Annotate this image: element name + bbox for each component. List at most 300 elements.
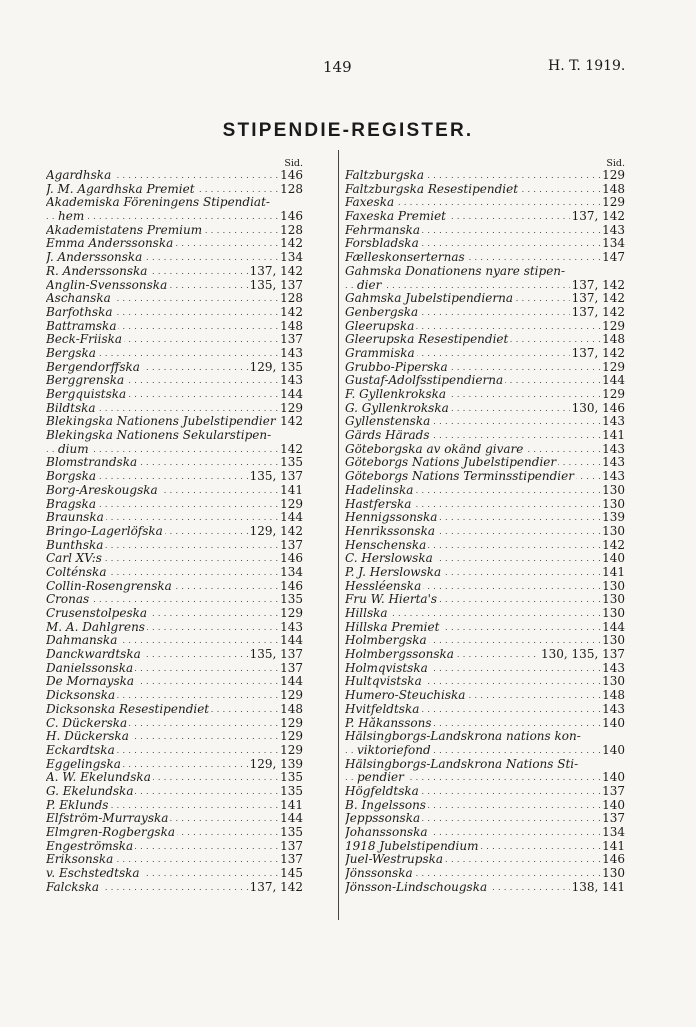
- entry-name: P. J. Herslowska: [345, 565, 442, 579]
- index-entry: [345, 320, 625, 334]
- entry-name: Carl XV:s: [46, 552, 102, 566]
- index-entry: [46, 634, 303, 648]
- entry-page-numbers: 142: [280, 305, 303, 319]
- entry-name: Fru W. Hierta's: [345, 593, 438, 607]
- index-entry: [345, 402, 625, 416]
- index-entry: [345, 812, 625, 826]
- index-entry: [46, 744, 303, 758]
- entry-page-numbers: 129, 142: [249, 524, 303, 538]
- index-entry: [46, 621, 303, 635]
- entry-name: Colténska: [46, 565, 107, 579]
- entry-page-numbers: 140: [602, 552, 625, 566]
- entry-page-numbers: 141: [280, 483, 303, 497]
- entry-page-numbers: 137: [280, 333, 303, 347]
- index-entry: [46, 812, 303, 826]
- entry-name: Jönsson-Lindschougska: [345, 880, 488, 894]
- entry-name: Bergendorffska: [46, 360, 140, 374]
- index-entry: [345, 730, 625, 744]
- index-entry: [46, 347, 303, 361]
- entry-page-numbers: 130: [602, 593, 625, 607]
- entry-page-numbers: 142: [602, 538, 625, 552]
- index-entry: [46, 429, 303, 443]
- index-entry: [345, 758, 625, 772]
- entry-name: Dicksonska Resestipendiet: [46, 702, 210, 716]
- entry-page-numbers: 144: [280, 675, 303, 689]
- entry-name: viktoriefond: [357, 743, 431, 757]
- index-entry: [345, 265, 625, 279]
- entry-page-numbers: 139: [602, 511, 625, 525]
- entry-name: Collin-Rosengrenska: [46, 579, 172, 593]
- entry-page-numbers: 148: [602, 182, 625, 196]
- index-entry: [46, 306, 303, 320]
- entry-page-numbers: 146: [602, 853, 625, 867]
- entry-page-numbers: 135: [280, 771, 303, 785]
- entry-page-numbers: 130: [602, 483, 625, 497]
- entry-page-numbers: 137, 142: [249, 264, 303, 278]
- index-entry: [46, 593, 303, 607]
- entry-name: Engeströmska: [46, 839, 134, 853]
- entry-page-numbers: 130: [602, 675, 625, 689]
- entry-page-numbers: 143: [280, 620, 303, 634]
- index-entry: [345, 580, 625, 594]
- entry-page-numbers: 144: [280, 388, 303, 401]
- entry-page-numbers: 130, 135, 137: [541, 648, 625, 662]
- entry-page-numbers: 140: [602, 716, 625, 730]
- entry-name: Hessléenska: [345, 579, 422, 593]
- index-entry: [345, 511, 625, 525]
- entry-name: Fehrmanska: [345, 223, 421, 237]
- entry-name: Faxeska: [345, 196, 395, 210]
- index-entry: [46, 279, 303, 293]
- entry-page-numbers: 129: [602, 360, 625, 374]
- index-entry: [46, 826, 303, 840]
- entry-name: Jönssonska: [345, 867, 413, 881]
- entry-name: P. Eklunds: [46, 798, 109, 812]
- sid-label: Sid.: [284, 158, 303, 169]
- entry-name: Borgska: [46, 470, 97, 484]
- index-entry: [345, 429, 625, 443]
- entry-name: dier: [357, 278, 382, 292]
- index-entry: [46, 224, 303, 238]
- entry-page-numbers: 141: [602, 429, 625, 443]
- entry-name: Elfström-Murrayska: [46, 812, 169, 826]
- entry-name: Hadelinska: [345, 483, 414, 497]
- entry-name: Faxeska Premiet: [345, 210, 446, 224]
- entry-name: Holmbergssonska: [345, 648, 454, 662]
- entry-page-numbers: 141: [602, 565, 625, 579]
- index-entry: [46, 470, 303, 484]
- entry-name: Dicksonska: [46, 689, 116, 703]
- entry-page-numbers: 145: [280, 867, 303, 881]
- index-entry: [345, 840, 625, 854]
- index-entry: [46, 730, 303, 744]
- index-entry: [46, 566, 303, 580]
- entry-name: Johanssonska: [345, 826, 428, 839]
- index-entry: [345, 675, 625, 689]
- entry-page-numbers: 147: [602, 251, 625, 265]
- entry-name: Borg-Areskougska: [46, 483, 158, 497]
- entry-name: Barfothska: [46, 305, 113, 319]
- entry-page-numbers: 146: [280, 169, 303, 182]
- entry-page-numbers: 143: [280, 346, 303, 360]
- entry-page-numbers: 148: [602, 333, 625, 347]
- entry-name: Crusenstolpeska: [46, 607, 148, 620]
- entry-page-numbers: 140: [602, 798, 625, 812]
- entry-name: Cronas: [46, 593, 90, 607]
- index-entry: [345, 744, 625, 758]
- index-entry: [46, 210, 303, 224]
- entry-name: Jeppssonska: [345, 812, 421, 826]
- entry-page-numbers: 135: [280, 826, 303, 839]
- index-entry: [46, 415, 303, 429]
- entry-name: Eriksonska: [46, 853, 114, 867]
- entry-name: Eggelingska: [46, 757, 121, 771]
- index-entry: [46, 511, 303, 525]
- index-entry: [46, 456, 303, 470]
- entry-page-numbers: 148: [602, 689, 625, 703]
- entry-page-numbers: 137, 142: [571, 346, 625, 360]
- index-entry: [46, 484, 303, 498]
- index-entry: [345, 443, 625, 457]
- entry-name: Bergska: [46, 346, 96, 360]
- index-entry: [46, 867, 303, 881]
- entry-page-numbers: 130: [602, 867, 625, 881]
- index-entry: [46, 703, 303, 717]
- entry-page-numbers: 128: [280, 182, 303, 196]
- index-entry: [46, 443, 303, 457]
- entry-page-numbers: 130: [602, 524, 625, 538]
- index-entry: [345, 374, 625, 388]
- index-entry: [46, 771, 303, 785]
- entry-name: Gustaf-Adolfsstipendierna: [345, 374, 504, 388]
- left-entry-list: [46, 169, 303, 894]
- entry-name: Aschanska: [46, 292, 111, 306]
- entry-name: Hälsingborgs-Landskrona nations kon-: [345, 730, 581, 744]
- entry-name: v. Eschstedtska: [46, 867, 140, 881]
- entry-name: Göteborgs Nations Terminsstipendier: [345, 470, 574, 484]
- entry-name: G. Ekelundska: [46, 784, 134, 798]
- entry-page-numbers: 146: [280, 552, 303, 566]
- entry-page-numbers: 143: [602, 442, 625, 456]
- entry-page-numbers: 137, 142: [571, 292, 625, 306]
- entry-name: Emma Anderssonska: [46, 237, 174, 251]
- index-entry: [46, 498, 303, 512]
- index-entry: [345, 621, 625, 635]
- index-entry: [46, 388, 303, 402]
- entry-page-numbers: 134: [602, 237, 625, 251]
- index-entry: [345, 251, 625, 265]
- entry-page-numbers: 143: [602, 470, 625, 484]
- entry-name: Braunska: [46, 511, 104, 525]
- entry-page-numbers: 130, 146: [571, 401, 625, 415]
- entry-name: Högfeldtska: [345, 784, 419, 798]
- entry-name: A. W. Ekelundska: [46, 771, 151, 785]
- entry-page-numbers: 138, 141: [571, 880, 625, 894]
- entry-name: Falckska: [46, 880, 100, 894]
- index-entry: [46, 361, 303, 375]
- index-entry: [46, 717, 303, 731]
- entry-name: Blekingska Nationens Jubelstipendier: [46, 415, 276, 429]
- entry-page-numbers: 144: [280, 634, 303, 648]
- index-entry: [345, 607, 625, 621]
- entry-name: Gahmska Donationens nyare stipen-: [345, 264, 566, 278]
- index-entry: [345, 593, 625, 607]
- entry-page-numbers: 137, 142: [249, 880, 303, 894]
- index-entry: [46, 183, 303, 197]
- entry-page-numbers: 129: [280, 607, 303, 620]
- index-entry: [345, 388, 625, 402]
- entry-name: Grubbo-Piperska: [345, 360, 448, 374]
- entry-name: Hennigssonska: [345, 511, 438, 525]
- index-entry: [46, 799, 303, 813]
- entry-name: Berggrenska: [46, 374, 125, 388]
- entry-page-numbers: 141: [280, 798, 303, 812]
- index-entry: [345, 169, 625, 183]
- entry-page-numbers: 134: [280, 251, 303, 265]
- entry-name: Dahmanska: [46, 634, 118, 648]
- running-header-year: H. T. 1919.: [548, 58, 626, 74]
- entry-page-numbers: 130: [602, 634, 625, 648]
- entry-name: Gahmska Jubelstipendierna: [345, 292, 513, 306]
- index-entry: [46, 374, 303, 388]
- entry-name: Akademistatens Premium: [46, 223, 203, 237]
- entry-name: Hultqvistska: [345, 675, 422, 689]
- index-entry: [46, 196, 303, 210]
- index-entry: [345, 717, 625, 731]
- entry-name: Gleerupska Resestipendiet: [345, 333, 509, 347]
- entry-name: J. Anderssonska: [46, 251, 143, 265]
- entry-page-numbers: 143: [602, 415, 625, 429]
- entry-name: Grammiska: [345, 346, 415, 360]
- entry-page-numbers: 137: [602, 784, 625, 798]
- index-entry: [46, 539, 303, 553]
- entry-page-numbers: 134: [280, 565, 303, 579]
- entry-name: dium: [58, 442, 89, 456]
- index-entry: [46, 169, 303, 183]
- index-entry: [345, 456, 625, 470]
- index-entry: [345, 237, 625, 251]
- index-entry: [46, 525, 303, 539]
- index-entry: [345, 566, 625, 580]
- entry-name: Eckardtska: [46, 743, 115, 757]
- entry-page-numbers: 143: [280, 374, 303, 388]
- entry-name: P. Håkanssons: [345, 716, 432, 730]
- entry-page-numbers: 146: [280, 579, 303, 593]
- index-entry: [46, 292, 303, 306]
- entry-page-numbers: 129, 139: [249, 757, 303, 771]
- index-entry: [46, 785, 303, 799]
- entry-page-numbers: 137: [280, 853, 303, 867]
- entry-name: Göteborgska av okänd givare: [345, 442, 524, 456]
- entry-page-numbers: 130: [602, 607, 625, 620]
- entry-page-numbers: 130: [602, 579, 625, 593]
- entry-page-numbers: 129: [602, 169, 625, 182]
- entry-name: Bildtska: [46, 401, 96, 415]
- entry-page-numbers: 146: [280, 210, 303, 224]
- index-entry: [345, 634, 625, 648]
- entry-name: Holmbergska: [345, 634, 427, 648]
- entry-name: Gärds Härads: [345, 429, 430, 443]
- entry-name: Henrikssonska: [345, 524, 435, 538]
- index-entry: [345, 470, 625, 484]
- entry-name: Anglin-Svenssonska: [46, 278, 168, 292]
- entry-page-numbers: 137, 142: [571, 305, 625, 319]
- entry-name: Forsbladska: [345, 237, 419, 251]
- entry-name: 1918 Jubelstipendium: [345, 839, 479, 853]
- entry-name: pendier: [357, 771, 404, 785]
- entry-page-numbers: 129, 135: [249, 360, 303, 374]
- entry-page-numbers: 142: [280, 237, 303, 251]
- entry-name: Hastferska: [345, 497, 412, 511]
- entry-name: Holmqvistska: [345, 661, 428, 675]
- entry-name: Beck-Friiska: [46, 333, 123, 347]
- index-entry: [345, 799, 625, 813]
- entry-page-numbers: 135: [280, 593, 303, 607]
- index-entry: [345, 662, 625, 676]
- index-entry: [46, 251, 303, 265]
- entry-name: Blomstrandska: [46, 456, 138, 470]
- index-entry: [46, 265, 303, 279]
- index-entry: [345, 183, 625, 197]
- entry-page-numbers: 134: [602, 826, 625, 839]
- entry-name: Göteborgs Nations Jubelstipendier: [345, 456, 557, 470]
- entry-page-numbers: 140: [602, 743, 625, 757]
- entry-page-numbers: 135, 137: [249, 648, 303, 662]
- index-entry: [345, 648, 625, 662]
- index-entry: [46, 320, 303, 334]
- entry-name: Hälsingborgs-Landskrona Nations Sti-: [345, 757, 579, 771]
- entry-name: Bragska: [46, 497, 96, 511]
- entry-page-numbers: 129: [602, 388, 625, 401]
- entry-page-numbers: 129: [280, 401, 303, 415]
- index-entry: [345, 703, 625, 717]
- index-entry: [345, 292, 625, 306]
- index-entry: [345, 306, 625, 320]
- entry-page-numbers: 143: [602, 223, 625, 237]
- entry-page-numbers: 129: [280, 689, 303, 703]
- sid-label: Sid.: [606, 158, 625, 169]
- index-entry: [345, 415, 625, 429]
- entry-page-numbers: 144: [602, 374, 625, 388]
- entry-name: Gyllenstenska: [345, 415, 431, 429]
- index-entry: [345, 347, 625, 361]
- entry-page-numbers: 137: [280, 839, 303, 853]
- page-title: STIPENDIE-REGISTER.: [222, 120, 474, 141]
- entry-name: Agardhska: [46, 169, 112, 182]
- entry-name: Danckwardtska: [46, 648, 141, 662]
- entry-name: R. Anderssonska: [46, 264, 148, 278]
- index-entry: [46, 237, 303, 251]
- index-entry: [345, 539, 625, 553]
- entry-name: Bringo-Lagerlöfska: [46, 524, 163, 538]
- index-entry: [345, 224, 625, 238]
- entry-page-numbers: 137: [280, 538, 303, 552]
- entry-name: Juel-Westrupska: [345, 853, 444, 867]
- index-entry: [345, 771, 625, 785]
- entry-page-numbers: 143: [602, 661, 625, 675]
- entry-page-numbers: 129: [280, 716, 303, 730]
- index-entry: [46, 881, 303, 895]
- index-entry: [46, 675, 303, 689]
- entry-name: F. Gyllenkrokska: [345, 388, 447, 401]
- index-entry: [46, 648, 303, 662]
- entry-name: J. M. Agardhska Premiet: [46, 182, 195, 196]
- index-entry: [345, 333, 625, 347]
- entry-page-numbers: 144: [280, 511, 303, 525]
- index-entry: [345, 210, 625, 224]
- index-entry: [46, 402, 303, 416]
- entry-name: Fælleskonserternas: [345, 251, 465, 265]
- entry-name: hem: [58, 210, 85, 224]
- entry-name: Genbergska: [345, 305, 419, 319]
- index-entry: [345, 361, 625, 375]
- entry-name: Hvitfeldtska: [345, 702, 420, 716]
- index-entry: [46, 580, 303, 594]
- index-entry: [345, 498, 625, 512]
- entry-name: Hillska Premiet: [345, 620, 440, 634]
- entry-name: De Mornayska: [46, 675, 135, 689]
- right-entry-list: [345, 169, 625, 894]
- entry-name: H. Dückerska: [46, 730, 129, 744]
- entry-name: Akademiska Föreningens Stipendiat-: [46, 196, 270, 210]
- entry-page-numbers: 137, 142: [571, 278, 625, 292]
- entry-name: Elmgren-Rogbergska: [46, 826, 176, 839]
- index-entry: [345, 853, 625, 867]
- entry-name: Faltzburgska Resestipendiet: [345, 182, 519, 196]
- entry-name: Faltzburgska: [345, 169, 425, 182]
- column-divider: [338, 150, 339, 920]
- entry-page-numbers: 130: [602, 497, 625, 511]
- index-entry: [46, 333, 303, 347]
- index-entry: [345, 196, 625, 210]
- entry-page-numbers: 143: [602, 702, 625, 716]
- entry-page-numbers: 128: [280, 223, 303, 237]
- page-number: 149: [323, 58, 352, 76]
- entry-page-numbers: 137: [602, 812, 625, 826]
- entry-page-numbers: 128: [280, 292, 303, 306]
- entry-page-numbers: 144: [602, 620, 625, 634]
- entry-name: Danielssonska: [46, 661, 134, 675]
- entry-name: Bunthska: [46, 538, 104, 552]
- entry-name: G. Gyllenkrokska: [345, 401, 449, 415]
- index-entry: [345, 525, 625, 539]
- entry-name: Bergquistska: [46, 388, 127, 401]
- index-entry: [46, 552, 303, 566]
- entry-page-numbers: 129: [602, 319, 625, 333]
- entry-page-numbers: 129: [280, 497, 303, 511]
- entry-page-numbers: 135: [280, 456, 303, 470]
- entry-name: Battramska: [46, 319, 117, 333]
- entry-name: Blekingska Nationens Sekularstipen-: [46, 429, 272, 443]
- entry-page-numbers: 144: [280, 812, 303, 826]
- entry-name: M. A. Dahlgrens: [46, 620, 145, 634]
- entry-page-numbers: 137: [280, 661, 303, 675]
- index-entry: [46, 662, 303, 676]
- entry-page-numbers: 141: [602, 839, 625, 853]
- index-entry: [345, 867, 625, 881]
- entry-page-numbers: 142: [280, 415, 303, 429]
- index-entry: [46, 689, 303, 703]
- entry-page-numbers: 142: [280, 442, 303, 456]
- right-column: [345, 158, 625, 894]
- entry-name: C. Herslowska: [345, 552, 433, 566]
- entry-page-numbers: 129: [602, 196, 625, 210]
- index-entry: [345, 484, 625, 498]
- index-entry: [345, 881, 625, 895]
- entry-page-numbers: 148: [280, 702, 303, 716]
- entry-name: C. Dückerska: [46, 716, 128, 730]
- entry-page-numbers: 137, 142: [571, 210, 625, 224]
